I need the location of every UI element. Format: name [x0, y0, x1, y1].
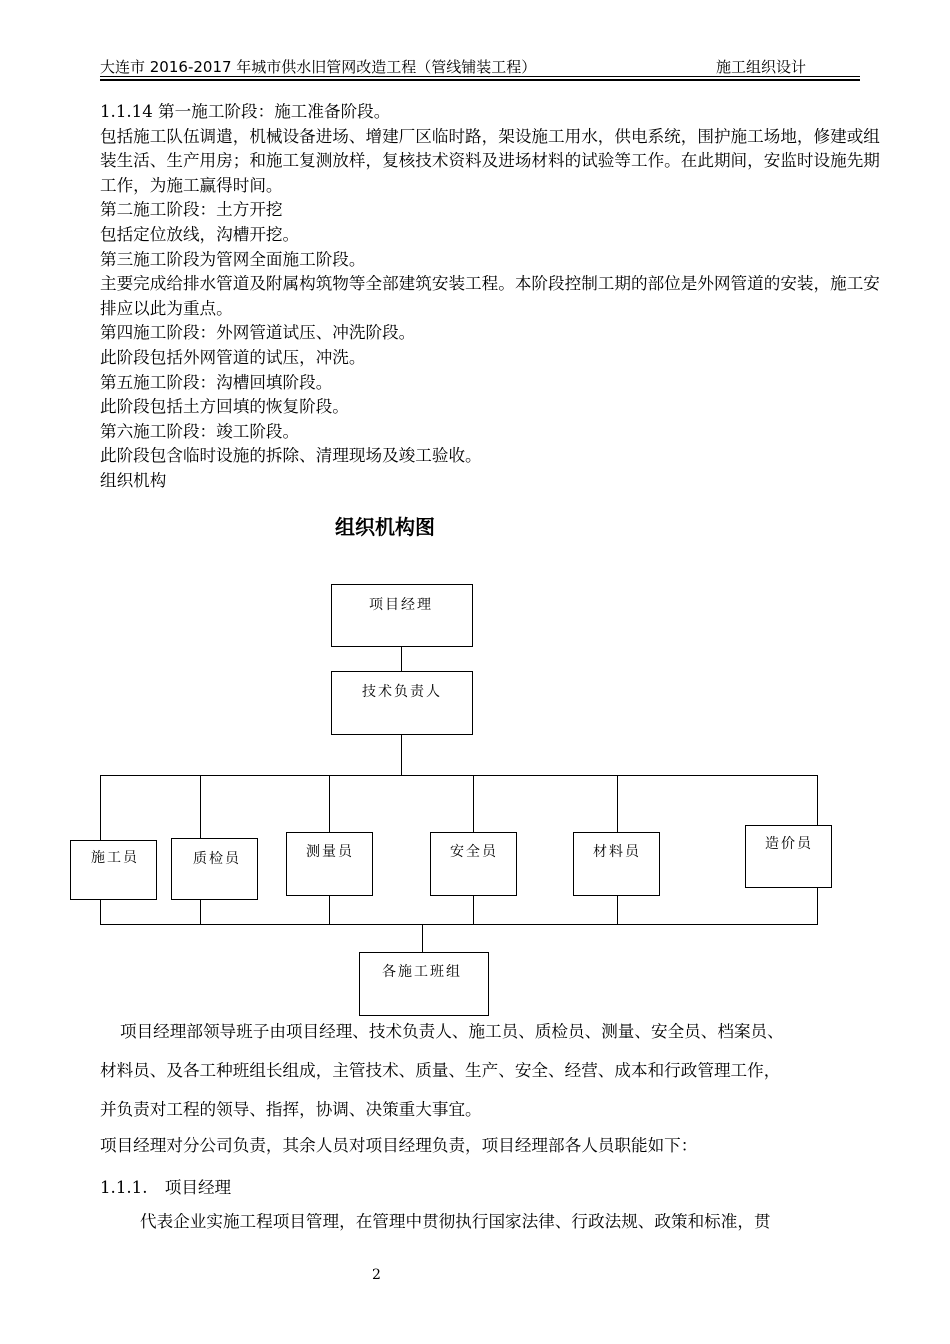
- paragraph: 包括定位放线，沟槽开挖。: [100, 224, 300, 244]
- connector: [100, 899, 101, 924]
- paragraph: 材料员、及各工种班组长组成，主管技术、质量、生产、安全、经营、成本和行政管理工作，: [100, 1061, 781, 1080]
- org-box-staff: [430, 832, 517, 896]
- connector: [817, 887, 818, 924]
- connector: [617, 895, 618, 924]
- paragraph: 第四施工阶段：外网管道试压、冲洗阶段。: [100, 323, 416, 343]
- connector: [100, 924, 818, 925]
- page-header: [100, 56, 860, 76]
- paragraph: 项目经理部领导班子由项目经理、技术负责人、施工员、质检员、测量、安全员、档案员、: [120, 1022, 784, 1041]
- paragraph: 组织机构: [100, 470, 167, 490]
- paragraph: 1.1.14 第一施工阶段：施工准备阶段。: [100, 102, 391, 121]
- paragraph: 第六施工阶段：竣工阶段。: [100, 421, 300, 441]
- body-text: [100, 100, 890, 494]
- page-number: 2: [372, 1267, 381, 1283]
- paragraph: 代表企业实施工程项目管理，在管理中贯彻执行国家法律、行政法规、政策和标准，贯: [140, 1212, 771, 1231]
- paragraph: 此阶段包括土方回填的恢复阶段。: [100, 397, 349, 417]
- header-rule-thick: [100, 79, 860, 81]
- header-title: 大连市 2016-2017 年城市供水旧管网改造工程（管线铺装工程）: [100, 58, 537, 76]
- connector: [401, 646, 402, 672]
- org-box-label: 技术负责人: [362, 684, 442, 700]
- paragraph: 此阶段包含临时设施的拆除、清理现场及竣工验收。: [100, 446, 482, 466]
- paragraph: 第二施工阶段：土方开挖: [100, 200, 283, 220]
- org-box-label: 质检员: [193, 851, 241, 867]
- connector: [473, 775, 474, 833]
- connector: [617, 775, 618, 833]
- section-heading: [100, 1176, 231, 1200]
- org-box-label: 材料员: [593, 844, 641, 860]
- paragraph: 包括施工队伍调遣，机械设备进场、增建厂区临时路，架设施工用水，供电系统，围护施工场地，修建或组装生活、生产用房；和施工复测放样，复核技术资料及进场材料的试验等工作。在此期间，安监时设施先期工作，为施工赢得时间。: [100, 126, 880, 195]
- org-box-staff: [286, 832, 373, 896]
- org-box-staff: [171, 838, 258, 900]
- org-box-teams: [359, 952, 489, 1016]
- section-title: 项目经理: [164, 1178, 232, 1197]
- paragraph: 第三施工阶段为管网全面施工阶段。: [100, 249, 366, 269]
- connector: [422, 924, 423, 953]
- org-box-label: 项目经理: [369, 597, 433, 613]
- paragraph: 此阶段包括外网管道的试压，冲洗。: [100, 347, 366, 367]
- org-box-label: 各施工班组: [382, 964, 462, 980]
- section-number: 1.1.1.: [100, 1178, 148, 1197]
- connector: [200, 899, 201, 924]
- connector: [329, 895, 330, 924]
- org-box-staff: [70, 840, 157, 900]
- connector: [100, 775, 101, 841]
- org-box-staff: [745, 825, 832, 888]
- org-box-label: 测量员: [306, 844, 354, 860]
- connector: [817, 775, 818, 825]
- connector: [401, 734, 402, 775]
- org-box-label: 造价员: [765, 836, 813, 852]
- header-doc-type: 施工组织设计: [716, 58, 807, 76]
- org-box-manager: [331, 584, 473, 647]
- org-chart-title: 组织机构图: [335, 515, 435, 539]
- org-box-staff: [573, 832, 660, 896]
- connector: [200, 775, 201, 839]
- connector: [473, 895, 474, 924]
- connector: [100, 775, 818, 776]
- header-rule: [100, 76, 860, 77]
- org-box-label: 施工员: [91, 850, 139, 866]
- org-box-label: 安全员: [450, 844, 498, 860]
- paragraph: 并负责对工程的领导、指挥，协调、决策重大事宜。: [100, 1100, 482, 1119]
- paragraph: 项目经理对分公司负责，其余人员对项目经理负责，项目经理部各人员职能如下：: [100, 1136, 698, 1155]
- paragraph: 第五施工阶段：沟槽回填阶段。: [100, 372, 333, 392]
- org-box-tech-lead: [331, 671, 473, 735]
- paragraph: 主要完成给排水管道及附属构筑物等全部建筑安装工程。本阶段控制工期的部位是外网管道的安装，施工安排应以此为重点。: [100, 274, 880, 318]
- connector: [329, 775, 330, 833]
